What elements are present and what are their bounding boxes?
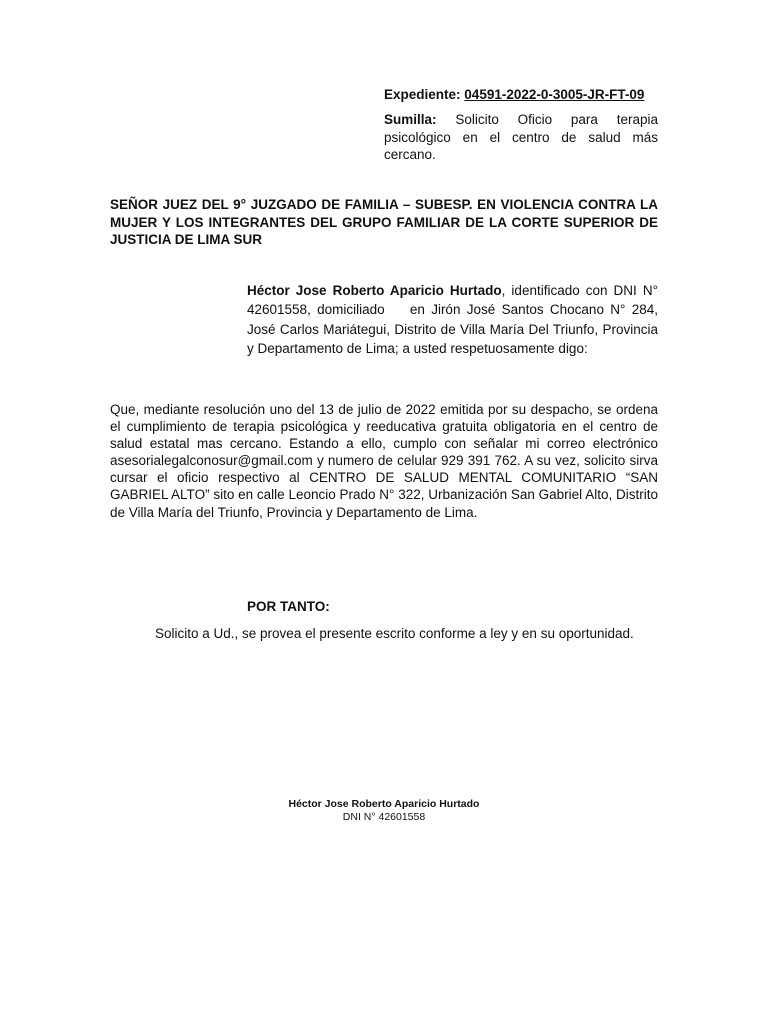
closing-text: Solicito a Ud., se provea el presente escrito conforme a ley y en su oportunidad. bbox=[155, 626, 634, 641]
intro-paragraph bbox=[247, 281, 662, 358]
expediente-line bbox=[384, 86, 658, 103]
body-paragraph: Que, mediante resolución uno del 13 de julio de 2022 emitida por su despacho, se ordena el cumplimiento de terapia psicológica y reeducativa gratuita obligatoria en el centro de salud estatal mas cercano. Estando a ello, cumplo con señalar mi correo electrónico asesorialegalconosur@gmail.com y numero de celular 929 391 762. A su vez, solicito sirva cursar el oficio respectivo al CENTRO DE SALUD MENTAL COMUNITARIO “SAN GABRIEL ALTO” sito en calle Leoncio Prado N° 322, Urbanización San Gabriel Alto, Distrito de Villa María del Triunfo, Provincia y Departamento de Lima. bbox=[110, 402, 658, 520]
sumilla-paragraph bbox=[384, 111, 658, 164]
petitioner-name: Héctor Jose Roberto Aparicio Hurtado bbox=[247, 283, 502, 298]
closing-paragraph bbox=[110, 625, 658, 643]
expediente-label: Expediente: bbox=[384, 87, 461, 102]
por-tanto-heading: POR TANTO: bbox=[247, 599, 330, 614]
sumilla-label: Sumilla: bbox=[384, 112, 437, 127]
sumilla-text: Solicito Oficio para terapia psicológico en el centro de salud más cercano. bbox=[384, 112, 658, 162]
signature-name: Héctor Jose Roberto Aparicio Hurtado bbox=[288, 798, 480, 810]
signature-dni: DNI N° 42601558 bbox=[342, 811, 426, 823]
signature-block bbox=[110, 798, 658, 824]
expediente-number: 04591-2022-0-3005-JR-FT-09 bbox=[464, 87, 645, 102]
addressee-heading: SEÑOR JUEZ DEL 9° JUZGADO DE FAMILIA – SUBESP. EN VIOLENCIA CONTRA LA MUJER Y LOS INTEGRANTES DEL GRUPO FAMILIAR DE LA CORTE SUPERIOR DE JUSTICIA DE LIMA SUR bbox=[110, 197, 658, 247]
intro-text: , identificado con DNI N° 42601558, domiciliado en Jirón José Santos Chocano N° 284, José Carlos Mariátegui, Distrito de Villa María Del Triunfo, Provincia y Departamento de Lima; a usted respetuosamente digo: bbox=[247, 283, 662, 356]
